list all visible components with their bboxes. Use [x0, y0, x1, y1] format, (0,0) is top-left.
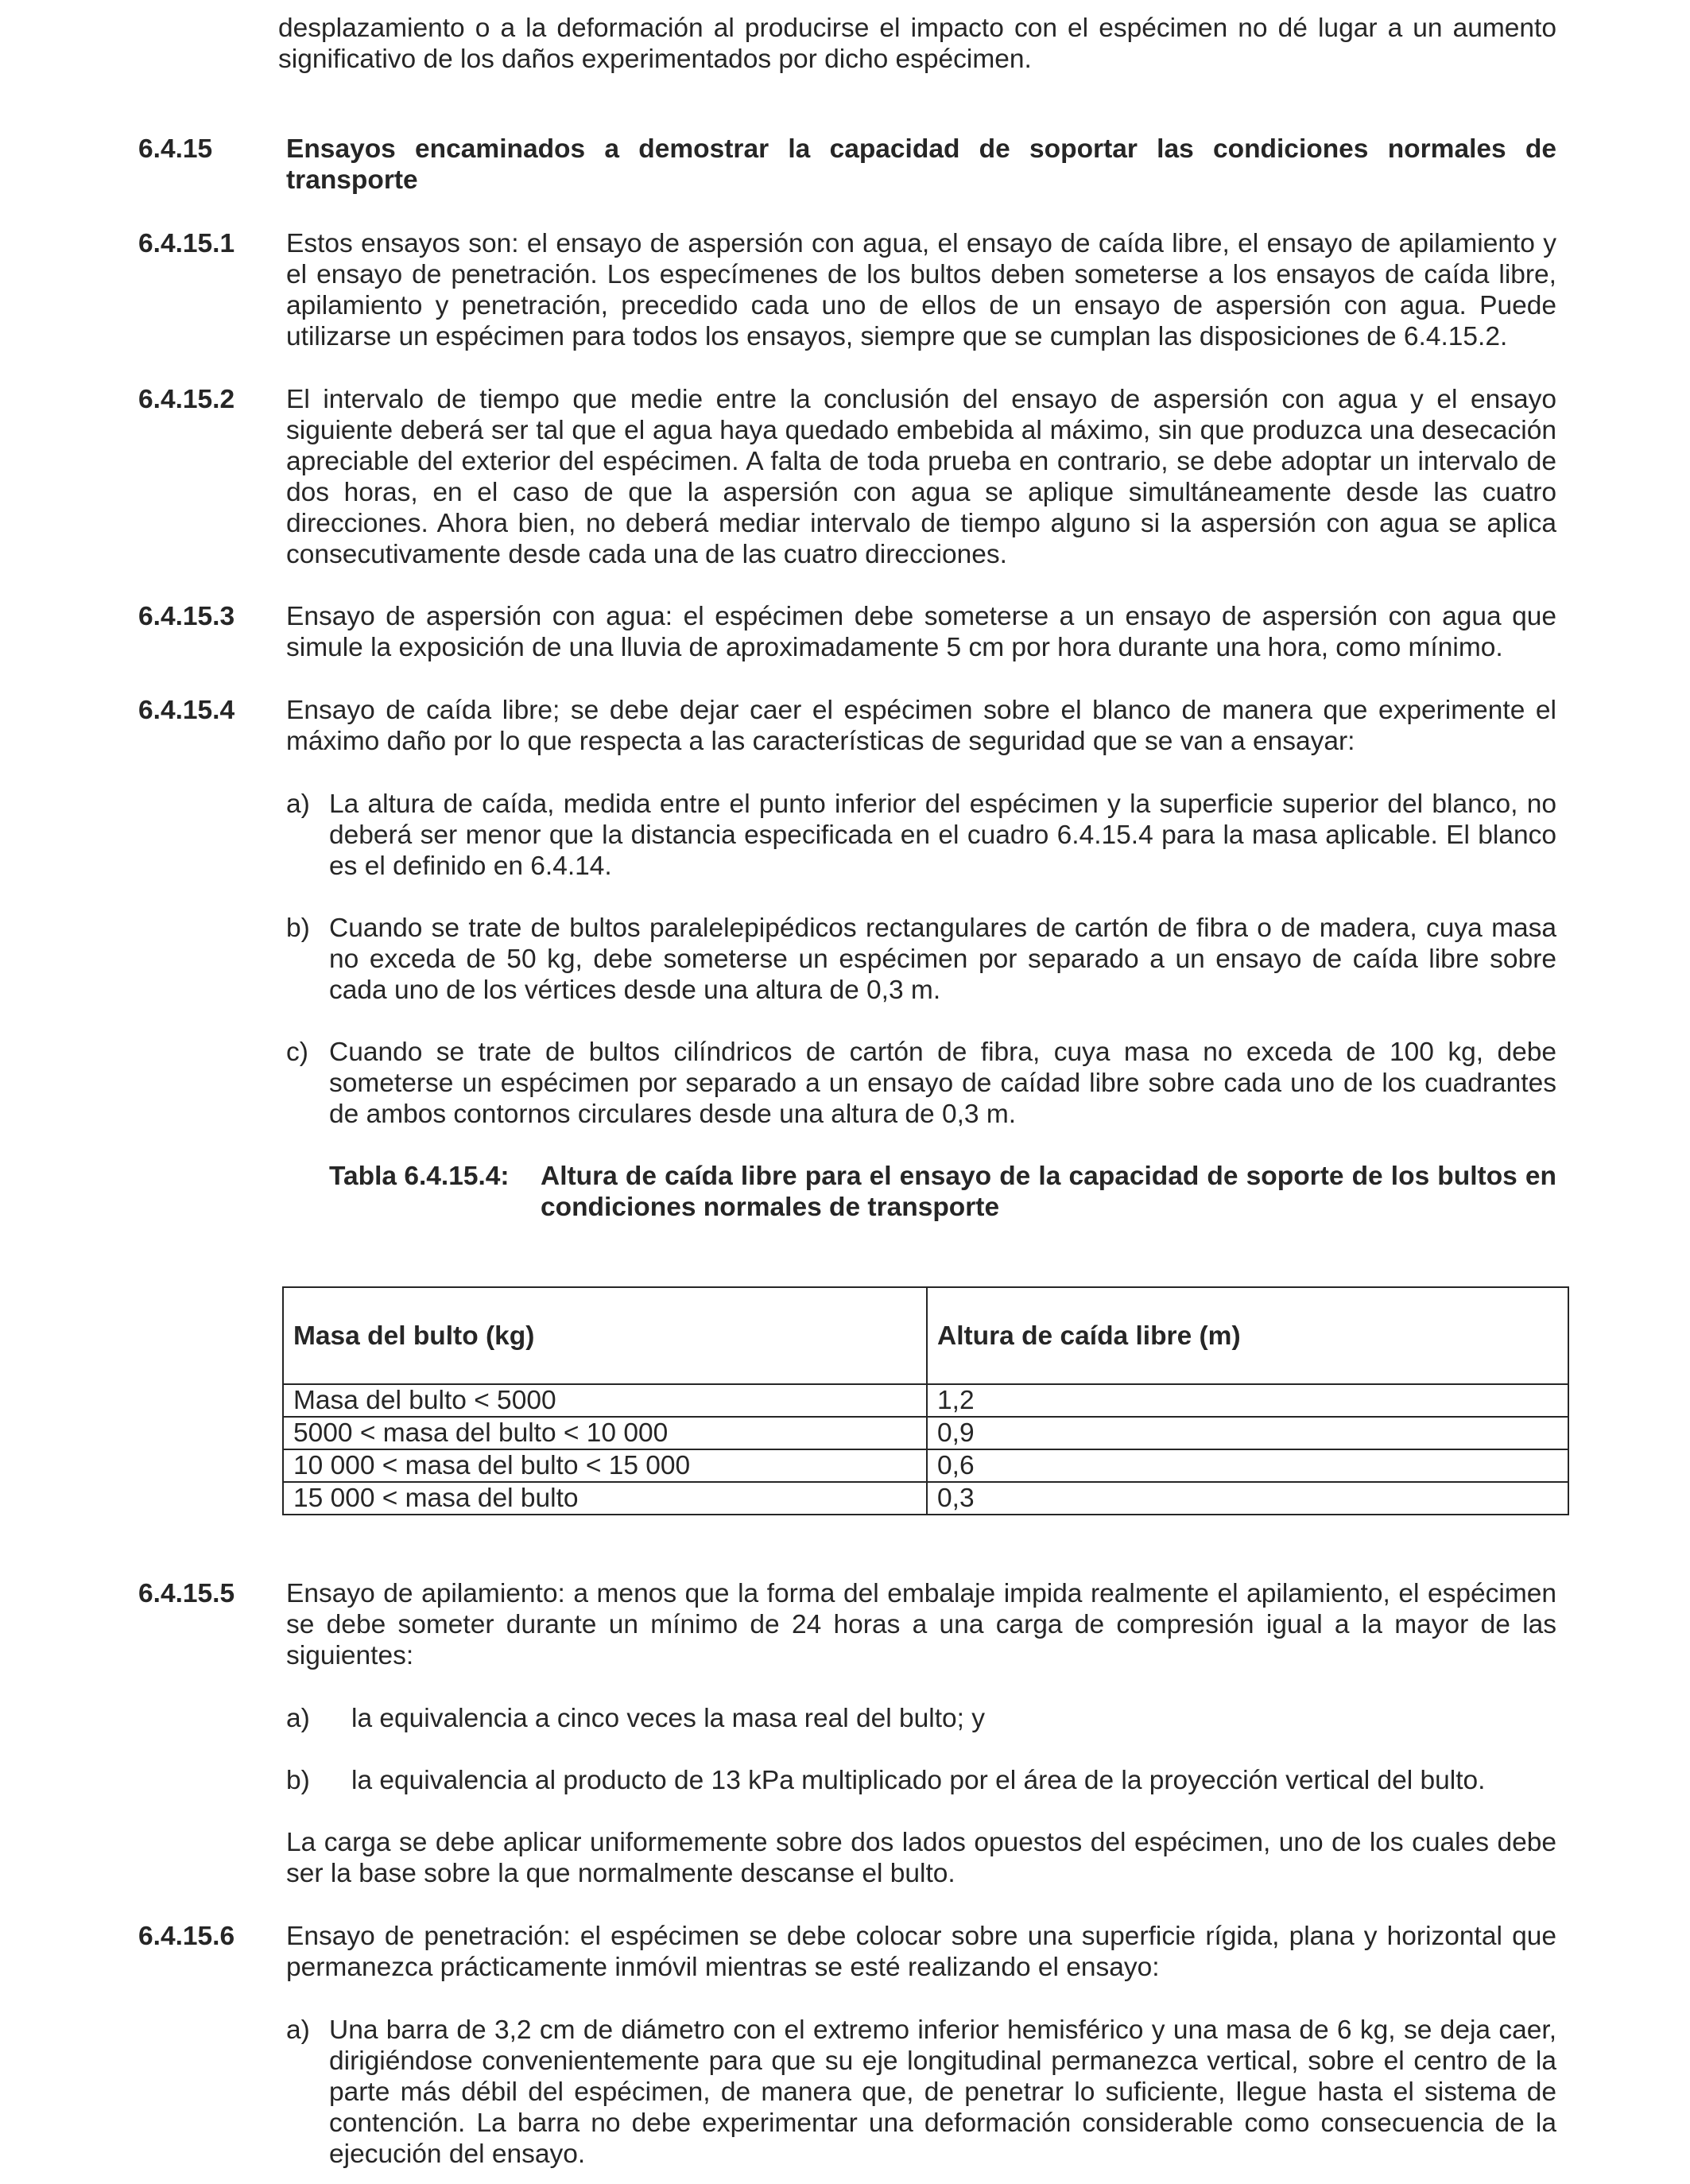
clause-number: 6.4.15.3 — [138, 602, 235, 631]
clause-text: Ensayo de penetración: el espécimen se debe colocar sobre una superficie rígida, plana y horizontal que permanezca prácticamente inmóvil mientras se esté realizando el ensayo: — [286, 1922, 1556, 1982]
list-item-label: a) — [286, 789, 310, 819]
table-cell: 10 000 < masa del bulto < 15 000 — [283, 1449, 927, 1482]
clause-number: 6.4.15.2 — [138, 385, 235, 414]
table-cell: 5000 < masa del bulto < 10 000 — [283, 1417, 927, 1449]
list-item-label: c) — [286, 1038, 308, 1067]
table-header-cell: Altura de caída libre (m) — [927, 1287, 1568, 1384]
list-item-label: a) — [286, 1704, 310, 1733]
clause-number: 6.4.15.6 — [138, 1922, 235, 1951]
intro-paragraph: desplazamiento o a la deformación al producirse el impacto con el espécimen no dé lugar a un aumento significativo de los daños experimentados por dicho espécimen. — [278, 14, 1556, 74]
clause-text: Estos ensayos son: el ensayo de aspersión con agua, el ensayo de caída libre, el ensayo de apilamiento y el ensayo de penetración. Los especímenes de los bultos deben someterse a los ensayos de caída libre, apilamiento y penetración, precedido cada uno de ellos de un ensayo de aspersión con agua. Puede utilizarse un espécimen para todos los ensayos, siempre que se cumplan las disposiciones de 6.4.15.2. — [286, 229, 1556, 351]
table-caption-label: Tabla 6.4.15.4: — [329, 1162, 510, 1191]
table-cell: Masa del bulto < 5000 — [283, 1384, 927, 1417]
table-row — [283, 1449, 1568, 1482]
list-item-text: la equivalencia al producto de 13 kPa multiplicado por el área de la proyección vertical del bulto. — [351, 1766, 1486, 1795]
table-cell: 0,9 — [927, 1417, 1568, 1449]
list-item-text: Cuando se trate de bultos paralelepipédicos rectangulares de cartón de fibra o de madera, cuya masa no exceda de 50 kg, debe someterse un espécimen por separado a un ensayo de caída libre sobre cada uno de los vértices desde una altura de 0,3 m. — [329, 914, 1556, 1005]
table-cell: 0,3 — [927, 1482, 1568, 1515]
table-header-cell: Masa del bulto (kg) — [283, 1287, 927, 1384]
list-item-text: Una barra de 3,2 cm de diámetro con el extremo inferior hemisférico y una masa de 6 kg, se deja caer, dirigiéndose convenientemente para que su eje longitudinal permanezca vertical, sobre el centro de la parte más débil del espécimen, de manera que, de penetrar lo suficiente, llegue hasta el sistema de contención. La barra no debe experimentar una deformación considerable como consecuencia de la ejecución del ensayo. — [329, 2015, 1556, 2169]
clause-number: 6.4.15.5 — [138, 1579, 235, 1608]
clause-text: Ensayo de apilamiento: a menos que la forma del embalaje impida realmente el apilamiento, el espécimen se debe someter durante un mínimo de 24 horas a una carga de compresión igual a la mayor de las siguientes: — [286, 1579, 1556, 1670]
clause-text: Ensayo de aspersión con agua: el espécimen debe someterse a un ensayo de aspersión con agua que simule la exposición de una lluvia de aproximadamente 5 cm por hora durante una hora, como mínimo. — [286, 602, 1556, 662]
clause-text: Ensayo de caída libre; se debe dejar caer el espécimen sobre el blanco de manera que experimente el máximo daño por lo que respecta a las características de seguridad que se van a ensayar: — [286, 696, 1556, 756]
section-heading: Ensayos encaminados a demostrar la capacidad de soportar las condiciones normales de transporte — [286, 134, 1556, 195]
table-caption-text: Altura de caída libre para el ensayo de la capacidad de soporte de los bultos en condiciones normales de transporte — [541, 1162, 1556, 1222]
table-row — [283, 1417, 1568, 1449]
table-row — [283, 1384, 1568, 1417]
section-number: 6.4.15 — [138, 134, 213, 164]
list-item-text: la equivalencia a cinco veces la masa real del bulto; y — [351, 1704, 985, 1733]
list-item-label: b) — [286, 1766, 310, 1795]
table-cell: 15 000 < masa del bulto — [283, 1482, 927, 1515]
table-header-row — [283, 1287, 1568, 1384]
list-item-label: b) — [286, 914, 310, 943]
drop-height-table — [282, 1286, 1569, 1515]
table-row — [283, 1482, 1568, 1515]
clause-number: 6.4.15.1 — [138, 229, 235, 258]
table-cell: 0,6 — [927, 1449, 1568, 1482]
table-cell: 1,2 — [927, 1384, 1568, 1417]
clause-closing-text: La carga se debe aplicar uniformemente sobre dos lados opuestos del espécimen, uno de los cuales debe ser la base sobre la que normalmente descanse el bulto. — [286, 1828, 1556, 1888]
clause-text: El intervalo de tiempo que medie entre la conclusión del ensayo de aspersión con agua y el ensayo siguiente deberá ser tal que el agua haya quedado embebida al máximo, sin que produzca una desecación apreciable del exterior del espécimen. A falta de toda prueba en contrario, se debe adoptar un intervalo de dos horas, en el caso de que la aspersión con agua se aplique simultáneamente desde las cuatro direcciones. Ahora bien, no deberá mediar intervalo de tiempo alguno si la aspersión con agua se aplica consecutivamente desde cada una de las cuatro direcciones. — [286, 385, 1556, 569]
list-item-label: a) — [286, 2015, 310, 2045]
list-item-text: Cuando se trate de bultos cilíndricos de cartón de fibra, cuya masa no exceda de 100 kg, debe someterse un espécimen por separado a un ensayo de caídad libre sobre cada uno de los cuadrantes de ambos contornos circulares desde una altura de 0,3 m. — [329, 1038, 1556, 1129]
list-item-text: La altura de caída, medida entre el punto inferior del espécimen y la superficie superior del blanco, no deberá ser menor que la distancia especificada en el cuadro 6.4.15.4 para la masa aplicable. El blanco es el definido en 6.4.14. — [329, 789, 1556, 881]
clause-number: 6.4.15.4 — [138, 696, 235, 725]
